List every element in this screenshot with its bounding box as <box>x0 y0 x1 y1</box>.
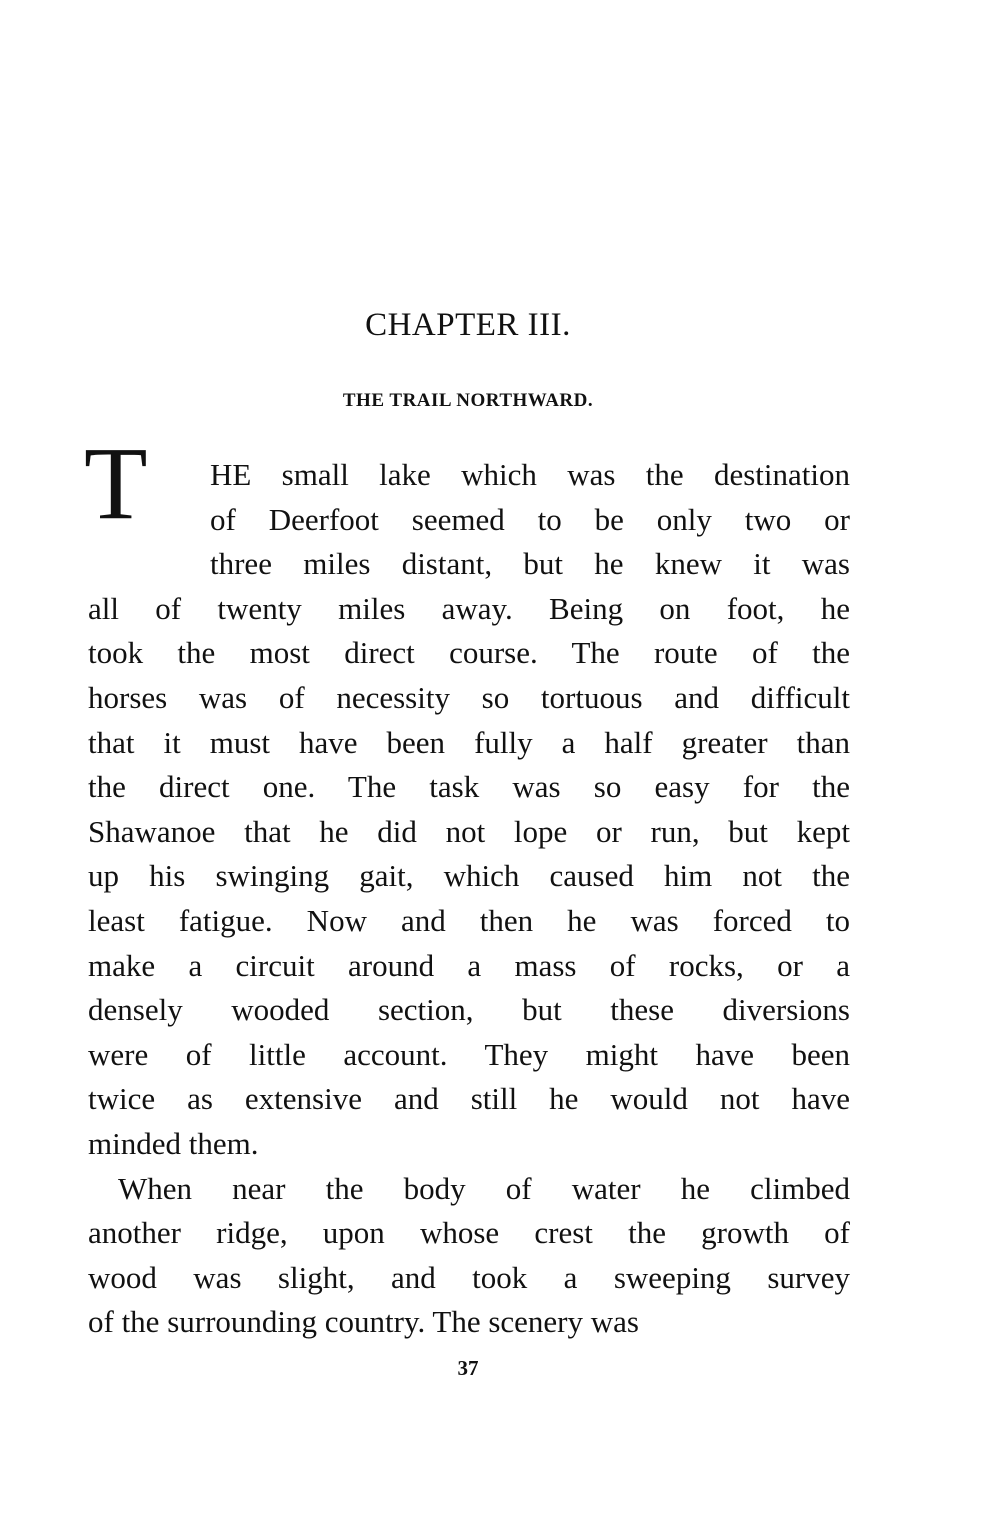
text-line: another ridge, upon whose crest the growth of <box>88 1215 850 1251</box>
text-line: least fatigue. Now and then he was forced to <box>88 903 850 938</box>
text-line: the direct one. The task was so easy for the <box>88 769 850 805</box>
chapter-title: CHAPTER III. <box>365 307 571 343</box>
text-line: all of twenty miles away. Being on foot, he <box>88 590 850 626</box>
text-line: were of little account. They might have been <box>88 1036 850 1072</box>
text-line: of Deerfoot seemed to be only two or <box>210 501 850 537</box>
page-number: 37 <box>457 1356 479 1380</box>
text-line: horses was of necessity so tortuous and difficult <box>88 680 850 715</box>
text-line: three miles distant, but he knew it was <box>210 546 850 582</box>
text-line: twice as extensive and still he would not have <box>88 1081 850 1117</box>
drop-cap: T <box>84 426 148 541</box>
text-line: HE small lake which was the destination <box>210 457 850 492</box>
text-line: wood was slight, and took a sweeping survey <box>88 1259 850 1295</box>
text-line: took the most direct course. The route of the <box>88 635 850 671</box>
chapter-subtitle: THE TRAIL NORTHWARD. <box>342 390 594 411</box>
text-line: make a circuit around a mass of rocks, or a <box>88 947 850 983</box>
text-line: When near the body of water he climbed <box>118 1170 850 1206</box>
text-line: of the surrounding country. The scenery was <box>88 1304 639 1340</box>
text-line: Shawanoe that he did not lope or run, but kept <box>88 813 850 849</box>
text-line: that it must have been fully a half greater than <box>88 724 850 760</box>
text-line: minded them. <box>88 1126 259 1161</box>
text-line: up his swinging gait, which caused him not the <box>88 858 850 894</box>
text-line: densely wooded section, but these diversions <box>88 992 850 1028</box>
